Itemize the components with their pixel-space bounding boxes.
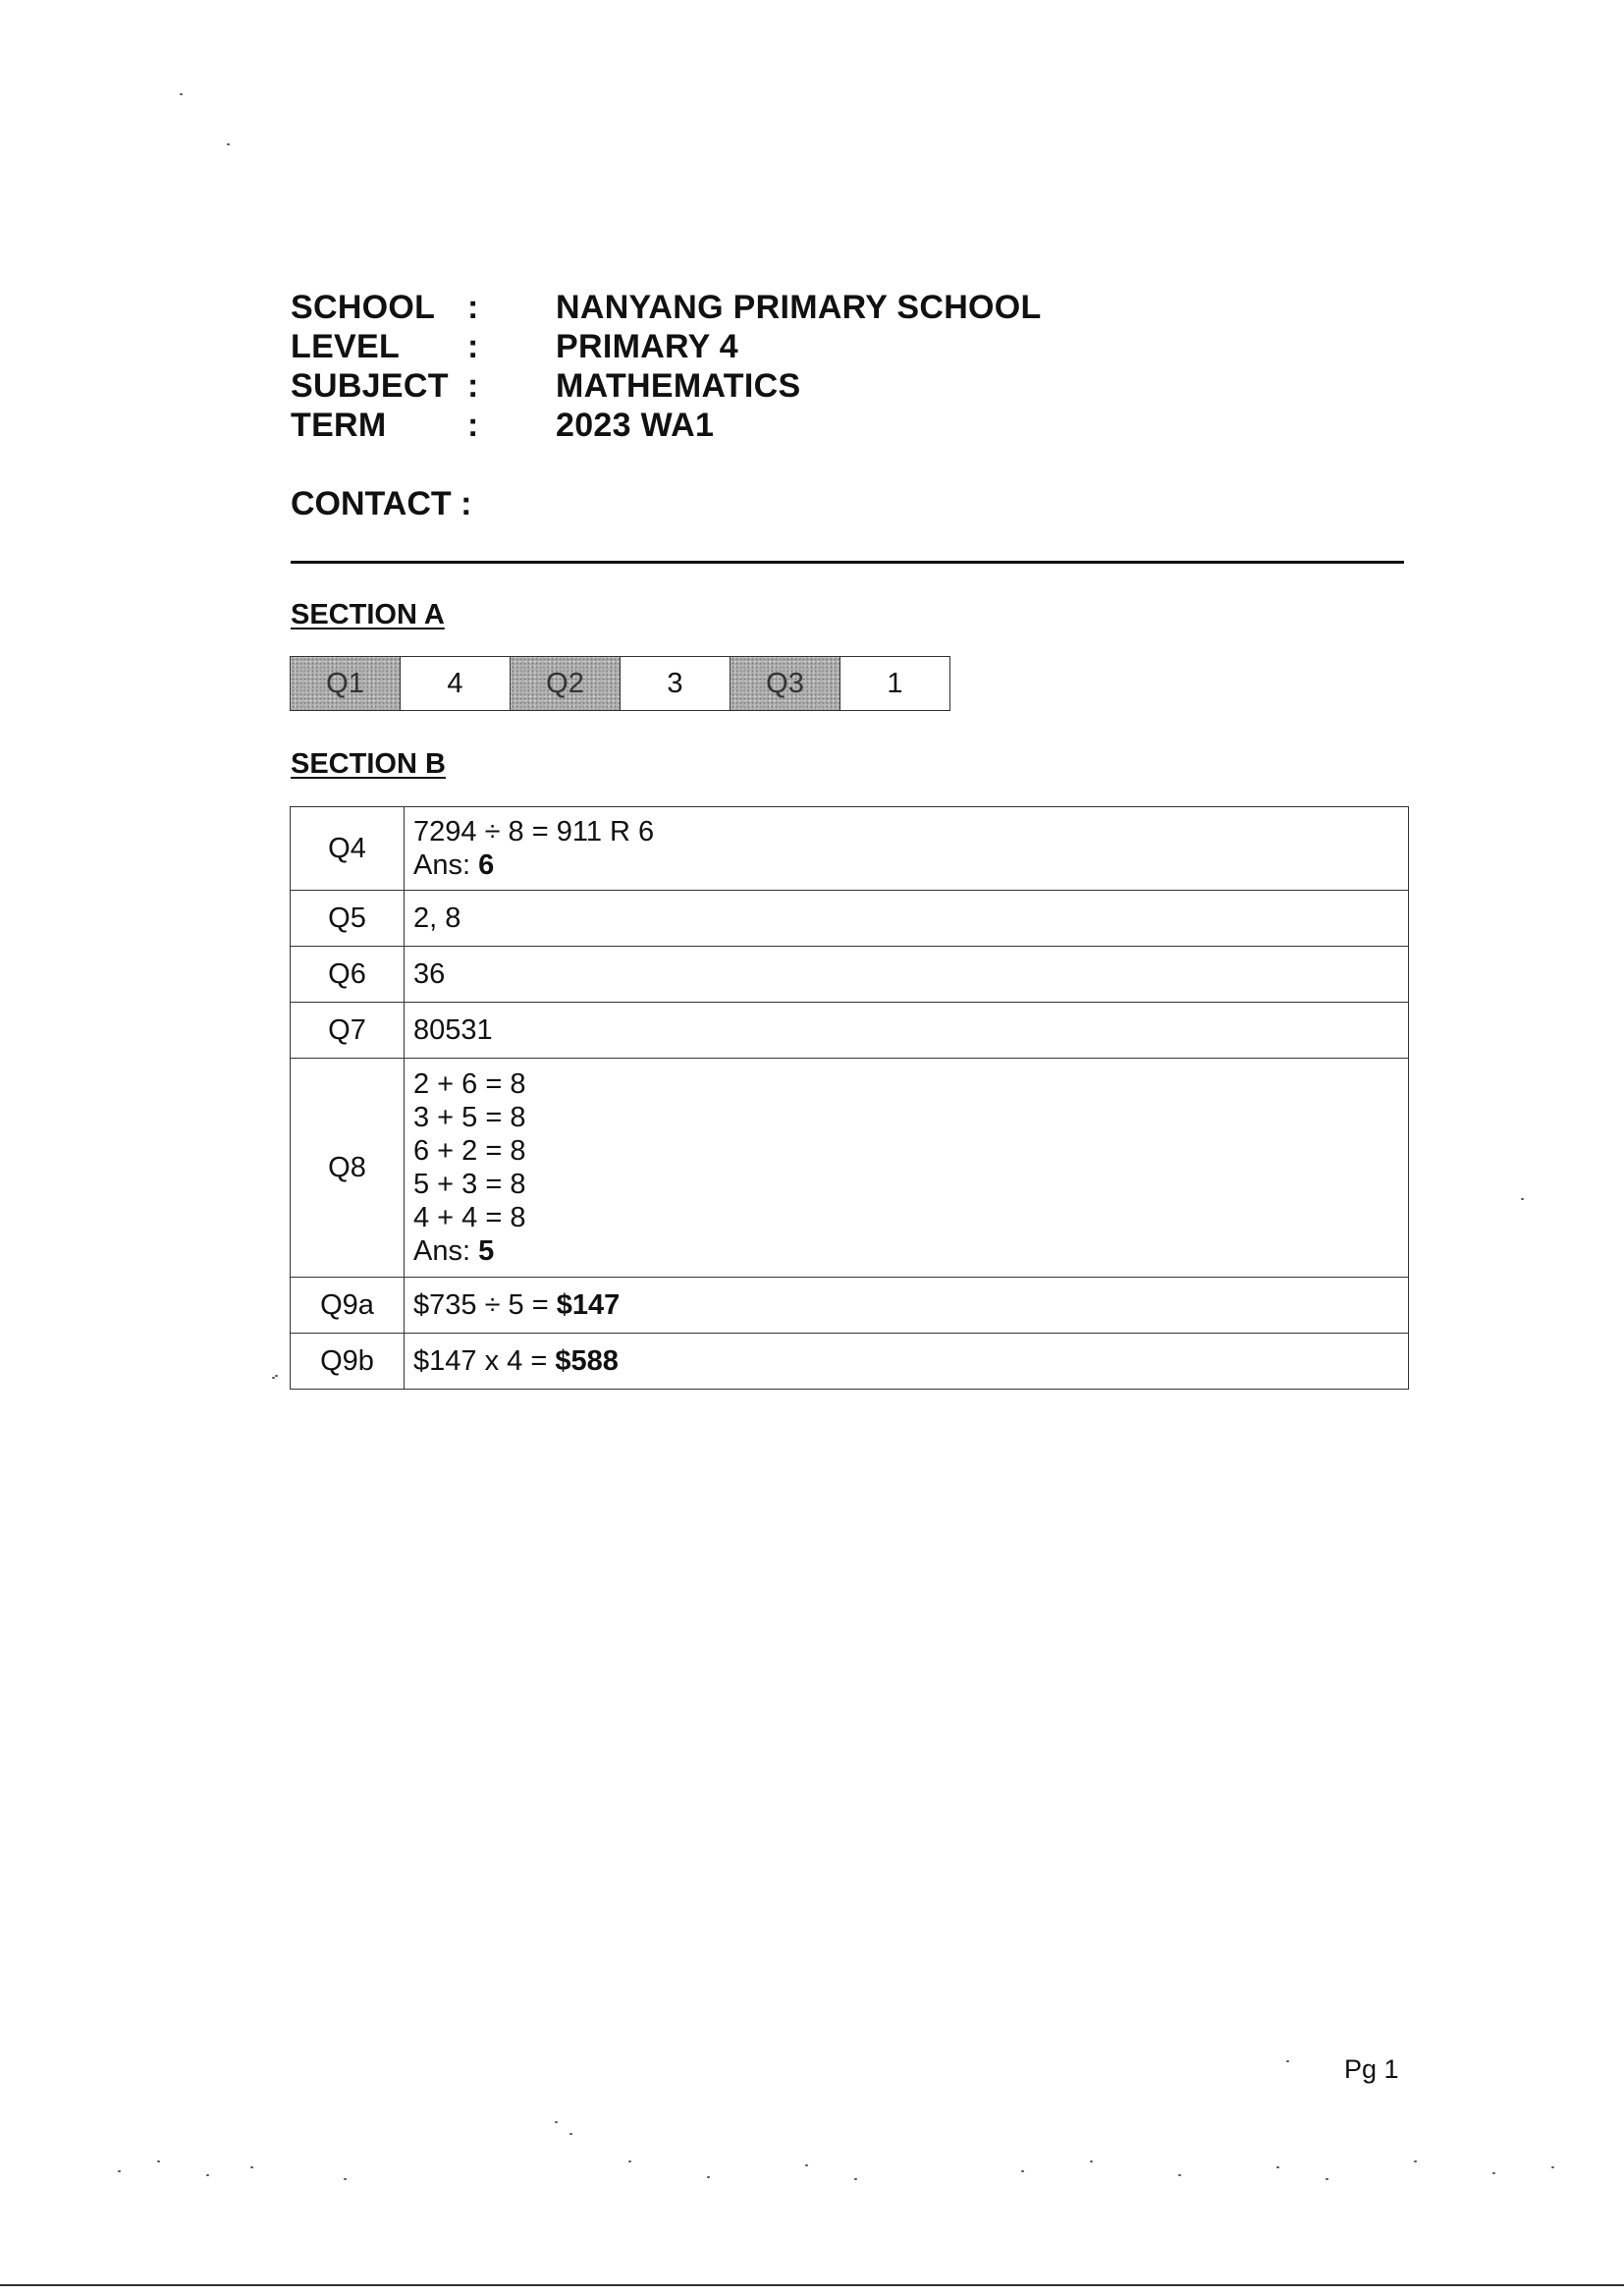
table-row [291, 1278, 1409, 1334]
final-answer: $588 [555, 1345, 619, 1377]
header-key: TERM [291, 407, 387, 444]
header-key: SCHOOL [291, 289, 436, 326]
header-row-school [291, 289, 1410, 328]
section-a-title: SECTION A [291, 599, 445, 630]
question-number-cell: Q3 [731, 657, 840, 711]
working-line: 4 + 4 = 8 [413, 1202, 526, 1233]
answer-cell: 80531 [405, 1003, 1409, 1059]
header-value: MATHEMATICS [556, 367, 801, 405]
working-line: 7294 ÷ 8 = 911 R 6 [413, 816, 655, 847]
header-key: SUBJECT [291, 367, 449, 405]
working-text: $735 ÷ 5 = [413, 1289, 557, 1321]
question-number-cell: Q5 [291, 891, 405, 947]
header-value: PRIMARY 4 [556, 328, 738, 365]
header-row-level [291, 328, 1410, 367]
answer-cell [405, 1059, 1409, 1278]
section-a-table [290, 656, 950, 711]
header-row-subject [291, 367, 1410, 407]
header-colon: : [467, 367, 479, 405]
contact-label: CONTACT : [291, 485, 472, 522]
question-number-cell: Q9b [291, 1334, 405, 1390]
question-number-cell: Q2 [511, 657, 621, 711]
header-key: LEVEL [291, 328, 401, 365]
working-line: 3 + 5 = 8 [413, 1102, 526, 1133]
answer-cell: 1 [840, 657, 950, 711]
answer-cell: 2, 8 [405, 891, 1409, 947]
final-answer-line [413, 1234, 1408, 1268]
header-colon: : [467, 407, 479, 444]
working-line: 5 + 3 = 8 [413, 1169, 526, 1200]
question-number-cell: Q6 [291, 947, 405, 1003]
table-row [291, 1003, 1409, 1059]
answer-cell: 4 [401, 657, 511, 711]
table-row [291, 807, 1409, 891]
answer-prefix: Ans: [413, 849, 479, 881]
working-line: 6 + 2 = 8 [413, 1135, 526, 1167]
table-row [291, 947, 1409, 1003]
question-number-cell: Q8 [291, 1059, 405, 1278]
header-colon: : [467, 289, 479, 326]
table-row [291, 891, 1409, 947]
header-divider [291, 561, 1404, 564]
question-number-cell: Q9a [291, 1278, 405, 1334]
header-value: NANYANG PRIMARY SCHOOL [556, 289, 1042, 326]
final-answer-line [413, 848, 1408, 882]
answer-cell: 36 [405, 947, 1409, 1003]
header-colon: : [467, 328, 479, 365]
table-row [291, 1334, 1409, 1390]
answer-cell [405, 1278, 1409, 1334]
question-number-cell: Q7 [291, 1003, 405, 1059]
answer-cell: 3 [621, 657, 731, 711]
page-number: Pg 1 [1344, 2054, 1399, 2084]
table-row [291, 1059, 1409, 1278]
section-b-table [290, 806, 1409, 1390]
final-answer: 6 [478, 849, 495, 881]
table-row [291, 657, 950, 711]
header-value: 2023 WA1 [556, 407, 715, 444]
header-row-term [291, 407, 1410, 446]
answer-cell [405, 807, 1409, 891]
answer-cell [405, 1334, 1409, 1390]
section-b-title: SECTION B [291, 748, 446, 780]
final-answer: $147 [556, 1289, 621, 1321]
working-line: 2 + 6 = 8 [413, 1068, 526, 1100]
page-bottom-rule [0, 2284, 1624, 2286]
document-header [291, 289, 1410, 446]
final-answer: 5 [478, 1235, 495, 1267]
answer-prefix: Ans: [413, 1235, 479, 1267]
working-text: $147 x 4 = [413, 1345, 556, 1377]
question-number-cell: Q1 [291, 657, 401, 711]
question-number-cell: Q4 [291, 807, 405, 891]
